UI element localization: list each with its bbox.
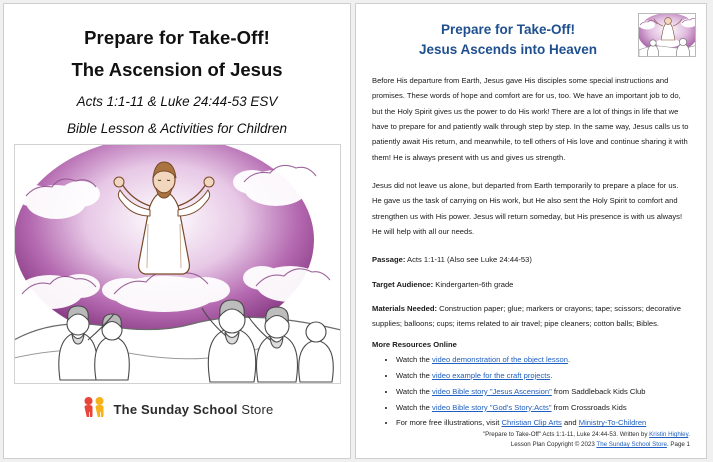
resource-3-post: from Crossroads Kids <box>551 402 627 412</box>
resource-1-pre: Watch the <box>396 370 433 380</box>
cover-title-line1: Prepare for Take-Off! <box>84 27 270 48</box>
footer-store-link[interactable]: The Sunday School Store <box>596 441 667 449</box>
list-item <box>396 385 690 400</box>
meta-passage-label: Passage: <box>372 255 406 265</box>
ascension-thumbnail-image <box>638 13 696 57</box>
resource-0-link[interactable]: video demonstration of the object lesson <box>432 355 568 365</box>
resource-0-pre: Watch the <box>396 355 433 365</box>
cover-page <box>3 3 351 459</box>
meta-materials <box>372 301 690 331</box>
sunday-school-store-logo <box>4 396 350 422</box>
cover-subtitle: Bible Lesson & Activities for Children <box>66 121 288 137</box>
meta-audience-label: Target Audience: <box>372 279 434 289</box>
resource-3-pre: Watch the <box>396 402 433 412</box>
footer-line-1 <box>372 430 690 440</box>
logo-wordmark-plain: Store <box>237 401 274 417</box>
resource-1-post: . <box>550 370 553 380</box>
footer-credit-post: . <box>688 431 690 439</box>
resource-4-link[interactable]: Christian Clip Arts <box>501 418 562 428</box>
logo-wordmark-bold: The Sunday School <box>113 401 238 417</box>
meta-audience-value: Kindergarten-6th grade <box>433 279 514 289</box>
footer-copyright-pre: Lesson Plan Copyright © 2023 <box>510 441 597 449</box>
cover-text-block <box>4 4 350 136</box>
resource-4-link-2[interactable]: Ministry-To-Children <box>578 418 647 428</box>
footer-line-2 <box>372 440 690 450</box>
lesson-meta <box>372 252 690 331</box>
resource-4-pre: For more free illustrations, visit <box>396 418 502 428</box>
lesson-paragraph-1: Before His departure from Earth, Jesus gave His disciples some special instructions and promises. These words of hope and comfort are for us, too. We have an important job to do, but the Holy Spirit gives us the power to do His work! There are a lot of things in life that we have to prepare for and patiently walk through step by step. In the same way, Jesus calls us to patiently await His return, and meanwhile, to tell others of His love and continue sharing it with them! He is always present with us and gives us strength. <box>372 76 689 162</box>
resources-heading: More Resources Online <box>372 340 457 350</box>
resources-list <box>372 353 690 431</box>
jesus-ascending-illustration <box>14 144 341 384</box>
meta-materials-label: Materials Needed: <box>372 303 437 313</box>
meta-passage <box>372 252 690 267</box>
meta-audience <box>372 277 690 292</box>
logo-wordmark <box>114 402 274 417</box>
lesson-title-line2: Jesus Ascends into Heaven <box>418 41 598 57</box>
resource-2-link[interactable]: video Bible story "Jesus Ascension" <box>432 386 552 396</box>
list-item <box>396 369 690 384</box>
list-item <box>396 353 690 368</box>
meta-passage-value: Acts 1:1-11 (Also see Luke 24:44-53) <box>405 255 532 265</box>
footer-credit-pre: "Prepare to Take-Off" Acts 1:1-11, Luke 24:44-53. Written by <box>482 431 650 439</box>
list-item <box>396 416 690 431</box>
resource-2-pre: Watch the <box>396 386 433 396</box>
lesson-body <box>372 73 690 239</box>
list-item <box>396 401 690 416</box>
cover-title-line2: The Ascension of Jesus <box>71 59 283 81</box>
lesson-page <box>355 3 707 459</box>
page-footer <box>372 430 690 450</box>
resource-0-post: . <box>567 355 571 365</box>
resource-4-mid: and <box>561 418 579 428</box>
footer-author-link[interactable]: Kristin Highley <box>649 431 689 439</box>
lesson-title-line1: Prepare for Take-Off! <box>440 22 576 37</box>
lesson-paragraph-2: Jesus did not leave us alone, but departed from Earth temporarily to prepare a place for us. He gave us the task of carrying on His work, but He also sent the Holy Spirit to comfort and strengthen us with His power. Jesus will return someday, but His presence is with us always! He will help with all our needs. <box>372 181 683 237</box>
resource-2-post: from Saddleback Kids Club <box>551 386 646 396</box>
two-children-icon <box>81 396 107 422</box>
footer-page-number: . Page 1 <box>666 441 690 449</box>
resource-3-link[interactable]: video Bible story "God's Story:Acts" <box>432 402 552 412</box>
meta-materials-value: Construction paper; glue; markers or crayons; tape; scissors; decorative supplies; balloons; cups; items related to air travel; pipe cleaners; cotton balls; Bibles. <box>372 303 681 328</box>
resource-1-link[interactable]: video example for the craft projects <box>432 370 551 380</box>
cover-scripture-reference: Acts 1:1-11 & Luke 24:44-53 ESV <box>76 94 278 110</box>
